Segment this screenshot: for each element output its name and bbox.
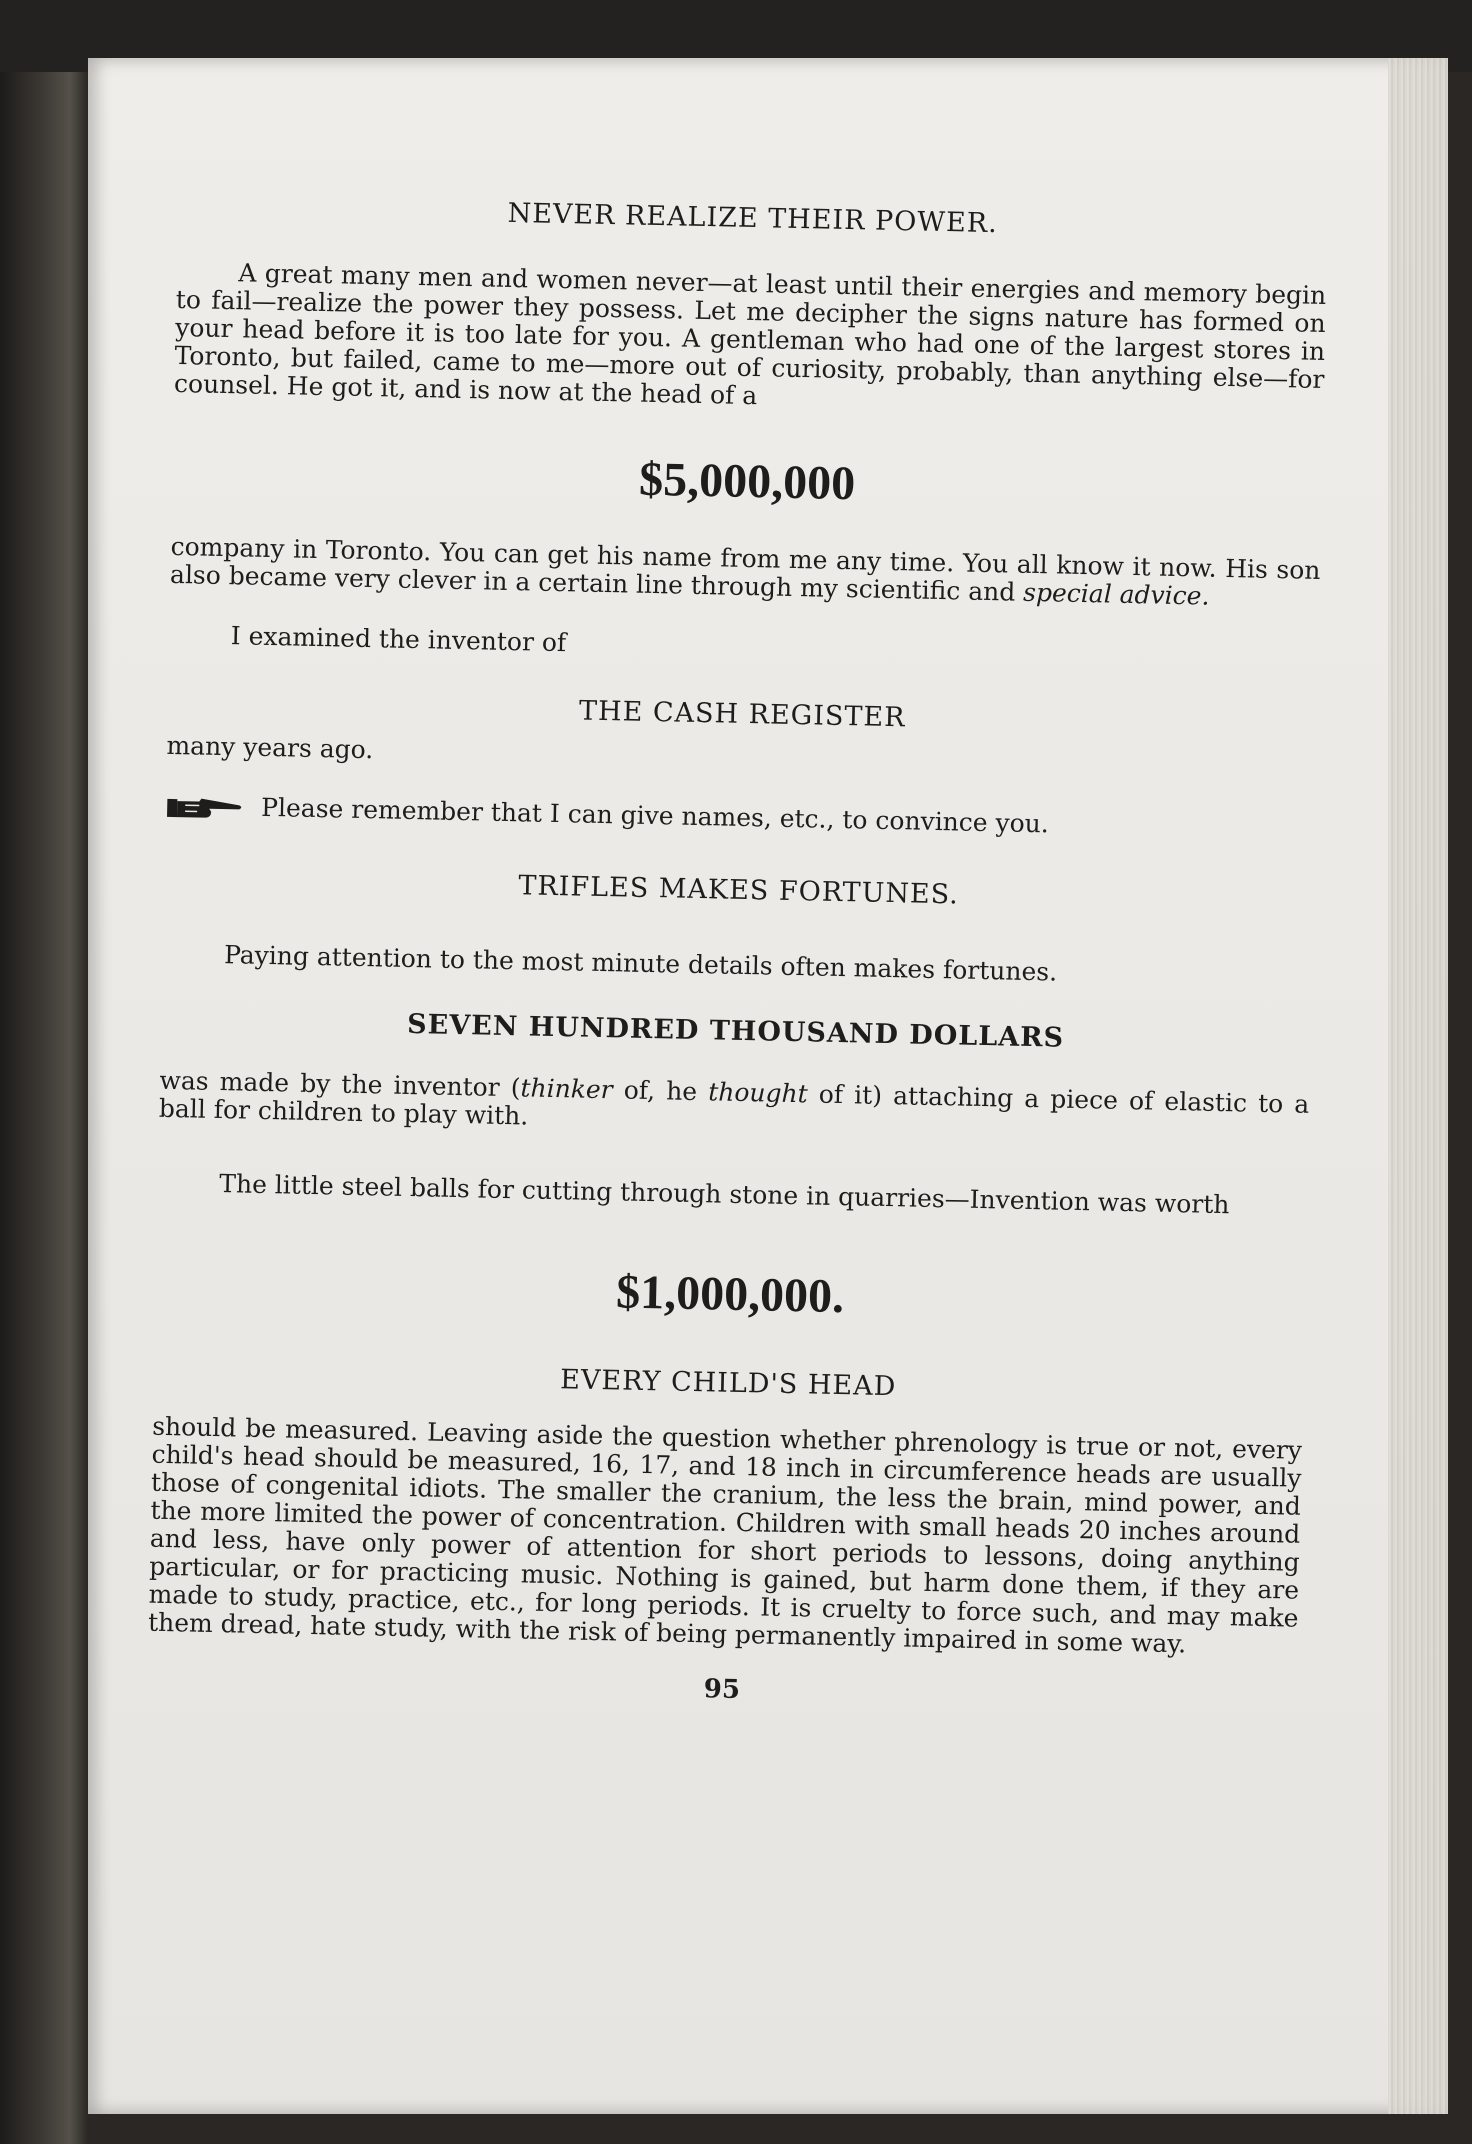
elastic-text-2: of, he: [612, 1074, 709, 1106]
paragraph-years-ago: many years ago.: [166, 730, 374, 765]
paragraph-elastic: [159, 1066, 1310, 1146]
heading-every-childs-head: EVERY CHILD'S HEAD: [559, 1363, 897, 1402]
elastic-text-1: was made by the inventor (: [159, 1065, 521, 1102]
page-content: [147, 191, 1328, 1716]
remember-text: Please remember that I can give names, etc., to convince you.: [260, 792, 1050, 839]
book-page: [88, 58, 1448, 2114]
special-advice-italic: special advice.: [1022, 577, 1210, 611]
page-edge: [1388, 58, 1448, 2114]
paragraph-steel-balls: The little steel balls for cutting through stone in quarries—Invention was worth: [219, 1168, 1230, 1219]
paragraph-inventor: I examined the inventor of: [230, 621, 567, 658]
heading-cash-register: THE CASH REGISTER: [578, 695, 906, 734]
amount-five-million: $5,000,000: [638, 452, 856, 511]
heading-never-realize: NEVER REALIZE THEIR POWER.: [507, 197, 999, 240]
paragraph-childs-head: should be measured. Leaving aside the question whether phrenology is true or not, every child's head should be measured, 16, 17, and 18 inch in circumference heads are usually those of congenital idiots. The smaller the cranium, the less the brain, mind power, and the more limited the power of concentration. Children with small heads 20 inches around and less, have only power of attention for short periods to lessons, doing anything particular, or for practicing music. Nothing is gained, but harm done them, if they are made to study, practice, etc., for long periods. It is cruelty to force such, and may make them dread, hate study, with the risk of being permanently impaired in some way.: [147, 1411, 1303, 1658]
paragraph-remember: [165, 792, 1315, 845]
paragraph-power: A great many men and women never—at least until their energies and memory begin to fail—realize the power they possess. Let me decipher the signs nature has formed on your head before it is too late for you. A gentleman who had one of the largest stores in Toronto, but failed, came to me—more out of curiosity, probably, than anything else—for counsel. He got it, and is now at the head of a: [173, 258, 1327, 411]
paragraph-details: Paying attention to the most minute details often makes fortunes.: [223, 939, 1058, 987]
page-number: 95: [703, 1673, 741, 1705]
amount-one-million: $1,000,000.: [615, 1264, 845, 1323]
thought-italic: thought: [707, 1076, 809, 1108]
heading-seven-hundred-thousand: SEVEN HUNDRED THOUSAND DOLLARS: [406, 1008, 1065, 1054]
paragraph-company: [170, 533, 1321, 613]
pointing-hand-icon: [165, 794, 244, 822]
paragraph-company-text: company in Toronto. You can get his name from me any time. You all know it now. His son also became very clever in a certain line through my scientific and: [169, 531, 1321, 607]
heading-trifles: TRIFLES MAKES FORTUNES.: [518, 869, 960, 910]
elastic-text-3: of it) attaching a piece of elastic to a ball for children to play with.: [158, 1078, 1310, 1130]
thinker-italic: thinker: [520, 1072, 613, 1104]
